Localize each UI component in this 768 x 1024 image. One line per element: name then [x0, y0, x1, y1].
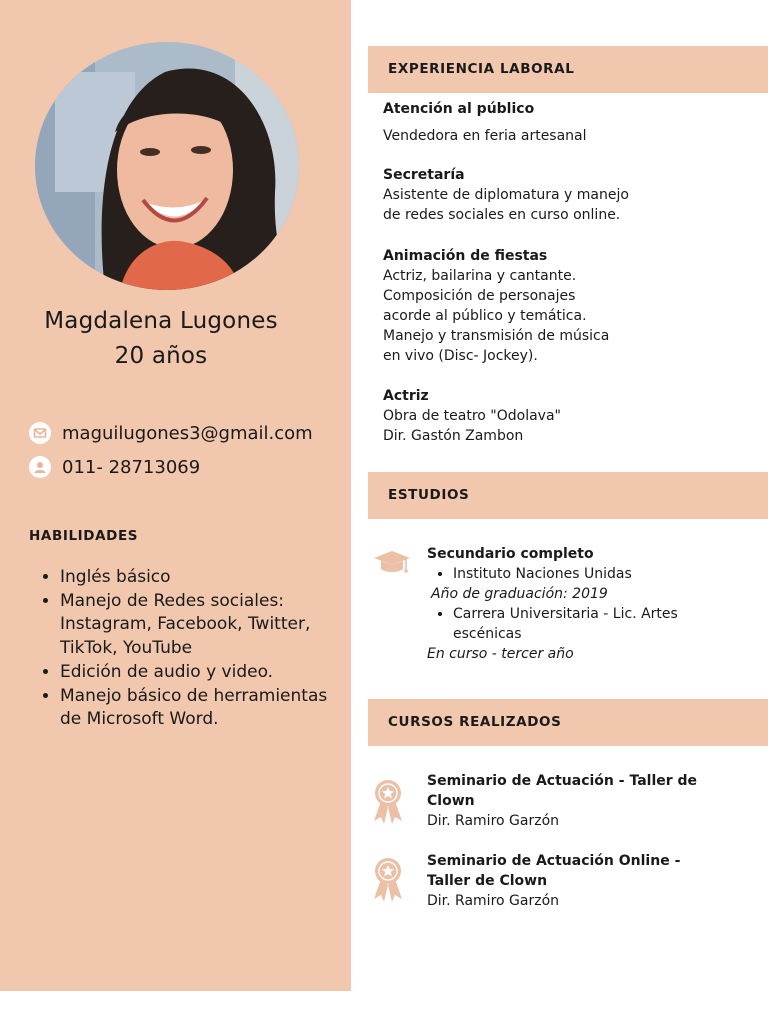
profile-photo-image	[35, 42, 299, 290]
job-description: acorde al público y temática.	[383, 308, 587, 324]
user-icon	[29, 456, 51, 478]
education-school: • Instituto Naciones Unidas	[453, 564, 727, 584]
education-list	[427, 564, 727, 584]
skill-item: • Manejo básico de herramientas de Microsoft Word.	[60, 685, 330, 732]
education-section-header	[368, 472, 768, 519]
award-ribbon-icon	[372, 857, 404, 907]
education-graduation: Año de graduación: 2019	[431, 586, 608, 602]
skills-list	[29, 566, 330, 732]
job-description: Obra de teatro "Odolava"	[383, 408, 561, 424]
contact-email-row	[29, 421, 313, 445]
contact-email[interactable]: maguilugones3@gmail.com	[62, 422, 313, 444]
job-description: Dir. Gastón Zambon	[383, 428, 524, 444]
job-entry	[383, 99, 713, 146]
contact-phone-row	[29, 455, 200, 479]
job-title: Atención al público	[383, 101, 535, 117]
skills-heading: HABILIDADES	[29, 528, 139, 544]
education-heading: ESTUDIOS	[388, 487, 470, 503]
job-description: en vivo (Disc- Jockey).	[383, 348, 538, 364]
course-name: Seminario de Actuación - Taller de Clown	[427, 773, 698, 809]
job-description: de redes sociales en curso online.	[383, 207, 621, 223]
job-description: Asistente de diplomatura y manejo	[383, 187, 629, 203]
profile-name: Magdalena Lugones	[44, 308, 278, 334]
experience-heading: EXPERIENCIA LABORAL	[388, 61, 575, 77]
left-sidebar	[0, 0, 351, 991]
job-entry	[383, 165, 713, 225]
course-entry	[427, 851, 717, 911]
job-title: Actriz	[383, 388, 429, 404]
job-entry	[383, 246, 713, 366]
contact-phone[interactable]: 011- 28713069	[62, 456, 201, 478]
skill-item: • Inglés básico	[60, 566, 330, 590]
courses-heading: CURSOS REALIZADOS	[388, 714, 562, 730]
mail-icon	[29, 422, 51, 444]
graduation-cap-icon	[372, 550, 412, 580]
job-description: Manejo y transmisión de música	[383, 328, 610, 344]
profile-age: 20 años	[114, 343, 208, 369]
education-status: En curso - tercer año	[427, 646, 574, 662]
job-title: Animación de fiestas	[383, 248, 548, 264]
job-description: Actriz, bailarina y cantante.	[383, 268, 577, 284]
course-director: Dir. Ramiro Garzón	[427, 893, 560, 909]
job-title: Secretaría	[383, 167, 465, 183]
education-degree: Secundario completo	[427, 546, 594, 562]
skill-item: • Edición de audio y video.	[60, 661, 330, 685]
course-entry	[427, 771, 717, 831]
courses-section-header	[368, 699, 768, 746]
education-entry	[427, 544, 727, 664]
job-entry	[383, 386, 713, 446]
skill-item: • Manejo de Redes sociales: Instagram, Facebook, Twitter, TikTok, YouTube	[60, 590, 330, 661]
education-list	[427, 604, 727, 644]
education-university: • Carrera Universitaria - Lic. Artes escénicas	[453, 604, 693, 644]
course-director: Dir. Ramiro Garzón	[427, 813, 560, 829]
job-description: Vendedora en feria artesanal	[383, 128, 587, 144]
award-ribbon-icon	[372, 779, 404, 829]
job-description: Composición de personajes	[383, 288, 576, 304]
course-name: Seminario de Actuación Online - Taller de Clown	[427, 853, 681, 889]
profile-photo	[35, 42, 299, 290]
experience-section-header	[368, 46, 768, 93]
